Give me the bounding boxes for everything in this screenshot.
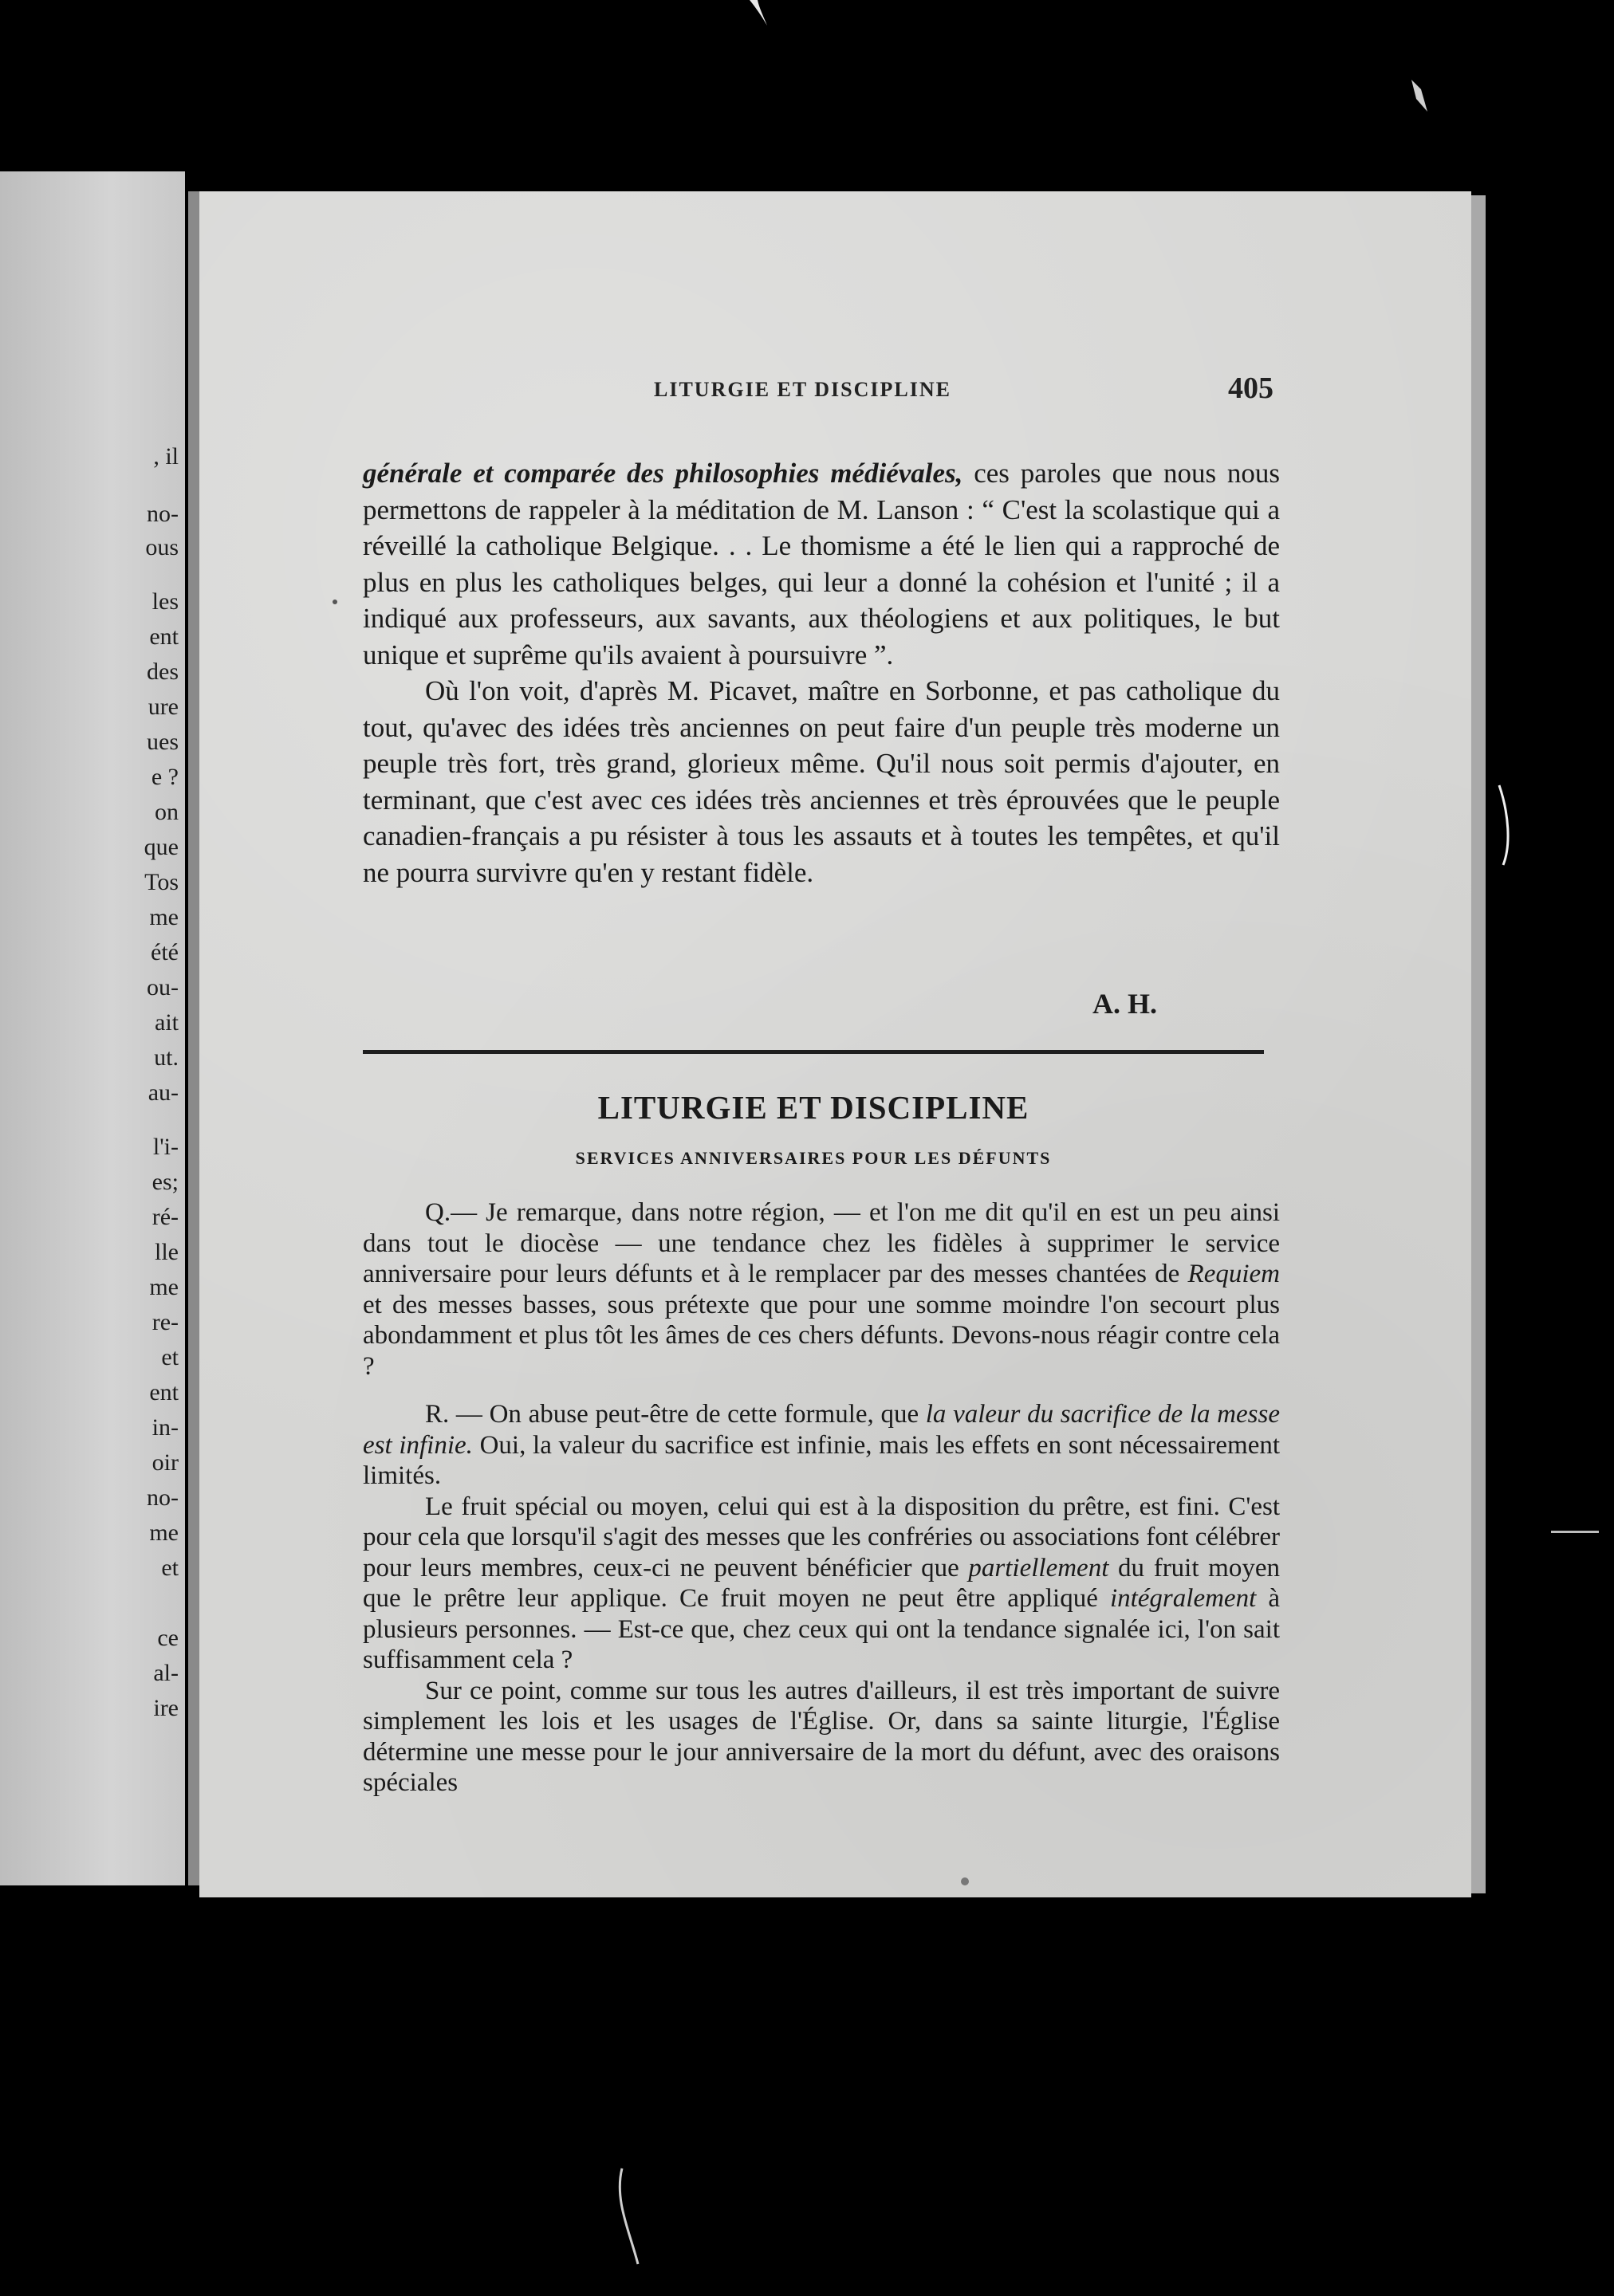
intro-paragraph-1-text: ces paroles que nous nous permettons de rappeler à la méditation de M. Lanson : “ C'est la scolastique qui a réveillé la catholique Belgique. . . Le thomisme a été le lien qui a rapproché de plus en plus les catholiques belges, qui leur a donné la cohésion et l'unité ; il a indiqué aux professeurs, aux savants, aux théologiens et aux politiques, le but unique et suprême qu'ils avaient à poursuivre ”. bbox=[363, 458, 1280, 670]
intro-paragraph-2: Où l'on voit, d'après M. Picavet, maître en Sorbonne, et pas catholique du tout, qu'avec des idées très anciennes on peut faire d'un peuple très moderne un peuple très fort, très grand, glorieux même. Qu'il nous soit permis d'ajouter, en terminant, que c'est avec ces idées très anciennes et très éprouvées que le peuple canadien-français a pu résister à tous les assauts et à toutes les tempêtes, et qu'il ne pourra survivre qu'en y restant fidèle. bbox=[363, 675, 1280, 888]
section-title: LITURGIE ET DISCIPLINE bbox=[597, 1089, 1029, 1126]
answer-text: R. — On abuse peut-être de cette formule, que bbox=[425, 1400, 926, 1429]
left-page-word-fragment: ou- bbox=[147, 974, 179, 1001]
signature: A. H. bbox=[1092, 988, 1157, 1020]
left-page-word-fragment: les bbox=[152, 588, 179, 615]
left-page-word-fragment: l'i- bbox=[152, 1134, 179, 1160]
left-page-word-fragment: re- bbox=[152, 1309, 179, 1335]
left-page-word-fragment: au- bbox=[148, 1079, 179, 1106]
left-page-word-fragment: ait bbox=[155, 1009, 179, 1036]
fruit-italic-2: intégralement bbox=[1109, 1584, 1257, 1613]
left-page-word-fragment: que bbox=[144, 834, 179, 860]
fruit-text-b: du fruit moyen que le prêtre leur applique. Ce fruit moyen ne peut être appliqué bbox=[363, 1553, 1280, 1613]
fruit-text-c: à plusieurs personnes. — Est-ce que, chez ceux qui ont la tendance signalée ici, l'on sait suffisamment cela ? bbox=[363, 1584, 1280, 1674]
left-page-word-fragment: no- bbox=[147, 501, 179, 527]
left-page-word-fragment: , il bbox=[153, 443, 179, 470]
page-number: 405 bbox=[1228, 372, 1273, 405]
left-page-word-fragment: été bbox=[151, 939, 179, 965]
left-page-word-fragment: me bbox=[149, 1274, 179, 1300]
left-page-word-fragment: ure bbox=[148, 694, 179, 720]
left-page-word-fragment: in- bbox=[152, 1414, 179, 1441]
left-page-word-fragment: ent bbox=[149, 1379, 179, 1406]
running-head: LITURGIE ET DISCIPLINE bbox=[654, 378, 951, 401]
left-page-word-fragment: ce bbox=[157, 1625, 179, 1651]
answer-italic: la valeur du sacrifice de la messe est infinie. bbox=[363, 1400, 1280, 1460]
left-page-word-fragment: ré- bbox=[152, 1204, 179, 1230]
left-page-word-fragment: e ? bbox=[151, 764, 179, 790]
left-page-word-fragment: al- bbox=[153, 1660, 179, 1686]
left-page-word-fragment: no- bbox=[147, 1484, 179, 1511]
left-page-word-fragment: ent bbox=[149, 623, 179, 650]
left-page-word-fragment: Tos bbox=[144, 869, 179, 895]
left-page-word-fragment: oir bbox=[152, 1449, 179, 1476]
question-text: Q.— Je remarque, dans notre région, — et l'on me dit qu'il en est un peu ainsi dans tout le diocèse — une tendance chez les fidèles à supprimer le service anniversaire pour leurs défunts et à le remplacer par des messes chantées de bbox=[363, 1198, 1280, 1288]
fruit-italic-1: partiellement bbox=[968, 1553, 1109, 1582]
left-page-word-fragment: me bbox=[149, 1520, 179, 1546]
left-page-word-fragment: ues bbox=[147, 729, 179, 755]
left-page-word-fragment: et bbox=[161, 1344, 179, 1370]
left-page-word-fragment: lle bbox=[155, 1239, 179, 1265]
question-italic: Requiem bbox=[1187, 1260, 1280, 1288]
left-page-word-fragment: ire bbox=[153, 1695, 179, 1721]
left-page-word-fragment: ut. bbox=[154, 1044, 179, 1071]
left-page-word-fragment: es; bbox=[152, 1169, 179, 1195]
section-subtitle: SERVICES ANNIVERSAIRES POUR LES DÉFUNTS bbox=[575, 1148, 1052, 1168]
book-title: générale et comparée des philosophies médiévales, bbox=[363, 458, 963, 489]
fruit-text-a: Le fruit spécial ou moyen, celui qui est à la disposition du prêtre, est fini. C'est pour cela que lorsqu'il s'agit des messes que les confréries ou associations font célébrer pour leurs membres, ceux-ci ne peuvent bénéficier que bbox=[363, 1492, 1280, 1582]
left-page-word-fragment: on bbox=[155, 799, 179, 825]
left-page-word-fragment: des bbox=[147, 659, 179, 685]
left-page-word-fragment: ous bbox=[145, 534, 179, 560]
last-paragraph: Sur ce point, comme sur tous les autres d'ailleurs, il est très important de suivre simplement les lois et les usages de l'Église. Or, dans sa sainte liturgie, l'Église détermine une messe pour le jour anniversaire de la mort du défunt, avec des oraisons spéciales bbox=[363, 1676, 1280, 1797]
left-page-word-fragment: me bbox=[149, 904, 179, 930]
left-page-word-fragment: et bbox=[161, 1555, 179, 1581]
answer-text-end: Oui, la valeur du sacrifice est infinie, mais les effets en sont nécessairement limités. bbox=[363, 1430, 1281, 1490]
question-text-end: et des messes basses, sous prétexte que pour une somme moindre l'on secourt plus abondamment et plus tôt les âmes de ces chers défunts. Devons-nous réagir contre cela ? bbox=[363, 1290, 1280, 1381]
